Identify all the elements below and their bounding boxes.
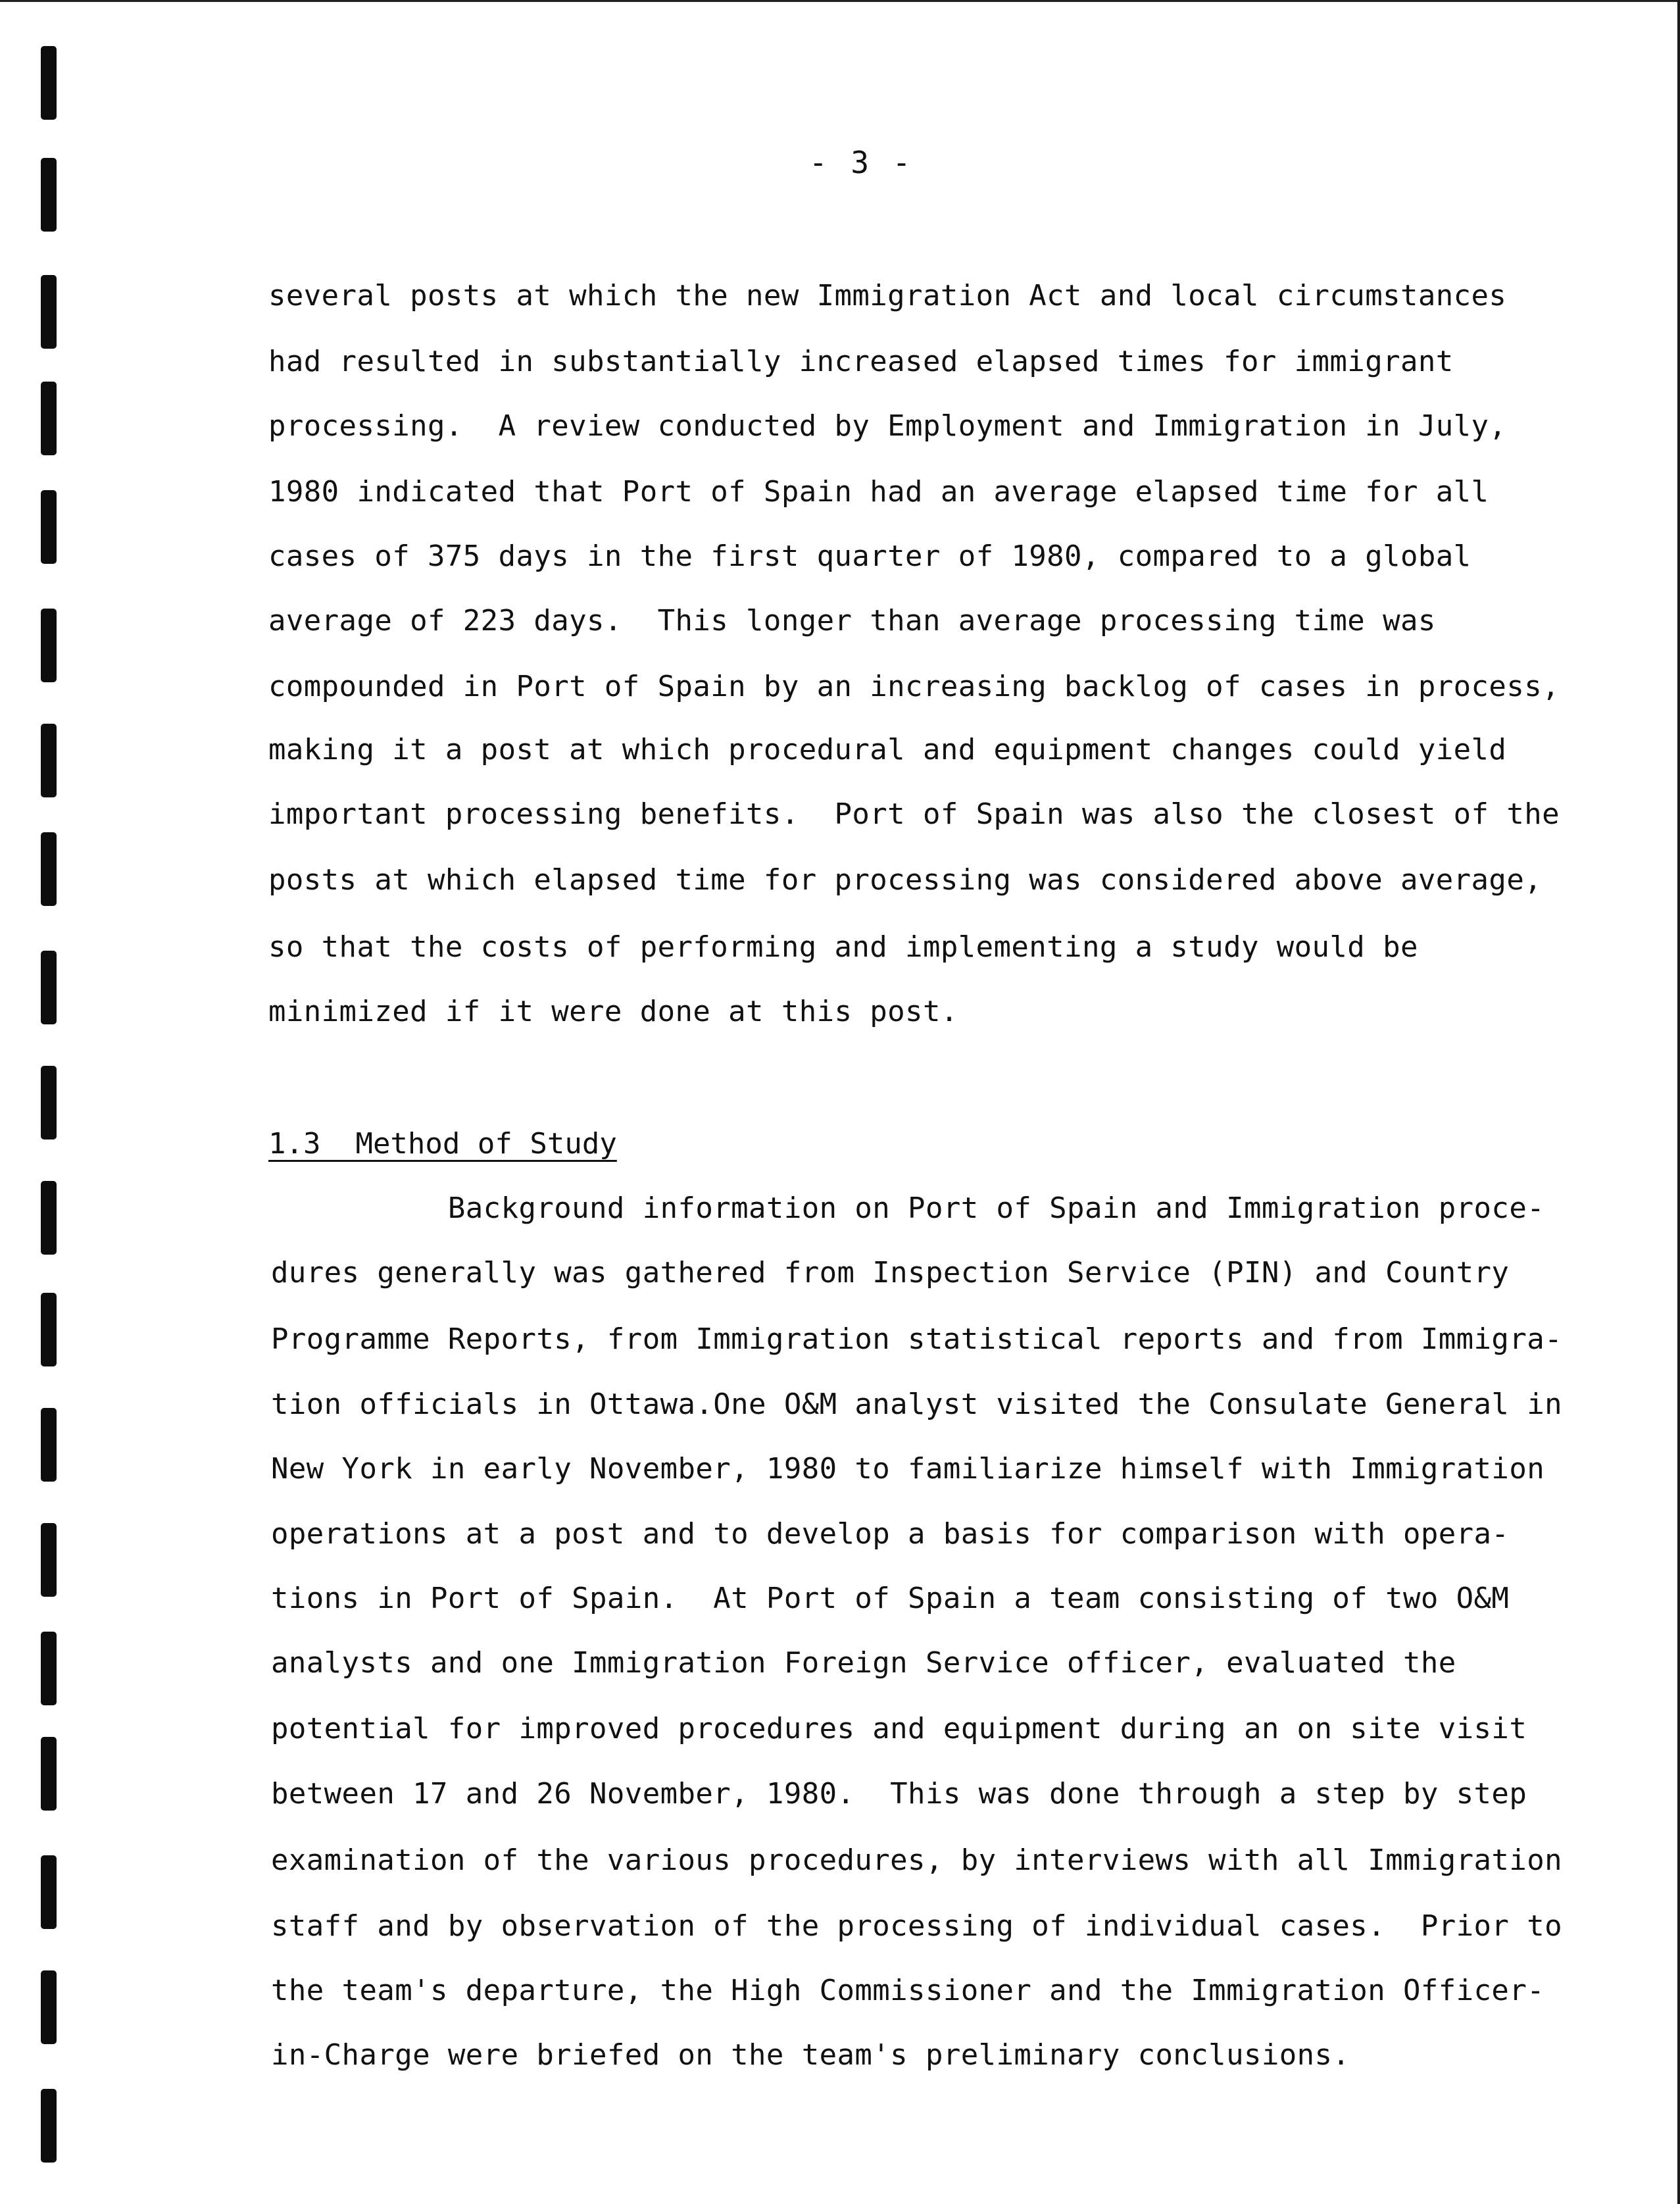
binder-hole [41,1066,57,1140]
binder-hole [41,158,57,232]
text-line: compounded in Port of Spain by an increasing backlog of cases in process, [268,670,1560,703]
binder-hole [41,1408,57,1482]
binder-hole [41,1737,57,1811]
binder-hole [41,1181,57,1255]
binder-hole [41,1970,57,2044]
binder-hole [41,1855,57,1929]
text-line: dures generally was gathered from Inspection Service (PIN) and Country [271,1256,1510,1290]
binder-hole [41,275,57,349]
binder-hole [41,490,57,564]
text-line: processing. A review conducted by Employment and Immigration in July, [268,409,1507,443]
text-line: in-Charge were briefed on the team's preliminary conclusions. [271,2038,1350,2072]
page-top-edge [0,0,1680,2]
page-number: - 3 - [809,145,914,180]
binder-hole [41,724,57,797]
text-line: staff and by observation of the processing of individual cases. Prior to [271,1909,1562,1943]
text-line: analysts and one Immigration Foreign Service officer, evaluated the [271,1646,1456,1680]
binder-hole [41,609,57,682]
text-line: so that the costs of performing and implementing a study would be [268,930,1418,964]
binder-hole [41,1293,57,1366]
text-line: average of 223 days. This longer than average processing time was [268,604,1436,638]
text-line: important processing benefits. Port of Spain was also the closest of the [268,797,1560,831]
text-line: potential for improved procedures and equipment during an on site visit [271,1712,1527,1745]
text-line: posts at which elapsed time for processing was considered above average, [268,863,1543,897]
binder-hole [41,1632,57,1705]
text-line: examination of the various procedures, by interviews with all Immigration [271,1843,1562,1877]
binder-hole [41,382,57,455]
text-line: Background information on Port of Spain and Immigration proce- [271,1191,1545,1225]
section-heading: 1.3 Method of Study [268,1127,617,1161]
text-line: tion officials in Ottawa.One O&M analyst visited the Consulate General in [271,1388,1562,1421]
text-line: tions in Port of Spain. At Port of Spain a team consisting of two O&M [271,1582,1510,1615]
text-line: the team's departure, the High Commissioner and the Immigration Officer- [271,1974,1545,2007]
text-line: operations at a post and to develop a basis for comparison with opera- [271,1517,1510,1551]
page-right-edge [1677,0,1680,2204]
text-line: 1980 indicated that Port of Spain had an average elapsed time for all [268,475,1489,509]
text-line: had resulted in substantially increased elapsed times for immigrant [268,345,1454,378]
text-line: minimized if it were done at this post. [268,995,958,1028]
text-line: New York in early November, 1980 to familiarize himself with Immigration [271,1452,1545,1486]
text-line: between 17 and 26 November, 1980. This was done through a step by step [271,1777,1527,1811]
binder-hole [41,2089,57,2163]
text-line: several posts at which the new Immigration Act and local circumstances [268,279,1507,313]
binder-hole-strip [0,0,79,2204]
binder-hole [41,46,57,120]
text-line: making it a post at which procedural and equipment changes could yield [268,733,1507,766]
text-line: Programme Reports, from Immigration statistical reports and from Immigra- [271,1322,1562,1356]
text-line: cases of 375 days in the first quarter of 1980, compared to a global [268,539,1471,573]
binder-hole [41,951,57,1024]
binder-hole [41,1523,57,1597]
binder-hole [41,832,57,906]
